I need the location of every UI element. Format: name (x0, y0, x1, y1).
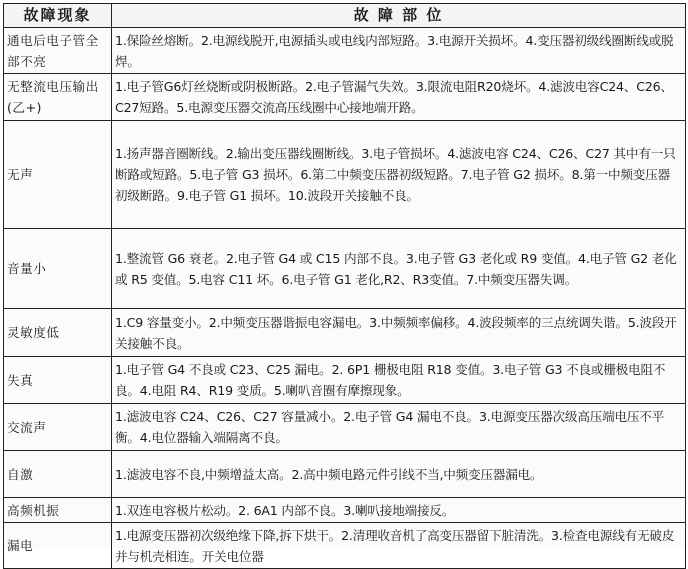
location-cell: 1.保险丝熔断。2.电源线脱开,电源插头或电线内部短路。3.电源开关损坏。4.变压器初级线圈断线或脱焊。 (112, 28, 686, 74)
fault-table-page (3, 3, 685, 564)
symptom-cell: 无整流电压输出(乙+) (4, 74, 112, 121)
symptom-cell: 漏电 (4, 523, 112, 569)
location-cell: 1.扬声器音圈断线。2.输出变压器线圈断线。3.电子管损坏。4.滤波电容 C24、C26、C27 其中有一只断路或短路。5.电子管 G3 损坏。6.第二中频变压器初级短路。7.电子管 G2 损坏。8.第一中频变压器初级断路。9.电子管 G1 损坏。10.波段开关接触不良。 (112, 121, 686, 229)
header-row (4, 4, 686, 28)
table-row (4, 357, 686, 404)
symptom-cell: 交流声 (4, 404, 112, 451)
location-cell: 1.电子管 G4 不良或 C23、C25 漏电。2. 6P1 栅极电阻 R18 变值。3.电子管 G3 不良或栅极电阻不良。4.电阻 R4、R19 变质。5.喇叭音圈有摩擦现象。 (112, 357, 686, 404)
table-row (4, 121, 686, 229)
symptom-cell: 通电后电子管全部不亮 (4, 28, 112, 74)
table-row (4, 28, 686, 74)
symptom-cell: 失真 (4, 357, 112, 404)
location-cell: 1.整流管 G6 衰老。2.电子管 G4 或 C15 内部不良。3.电子管 G3 老化或 R9 变值。4.电子管 G2 老化或 R5 变值。5.电容 C11 坏。6.电子管 G1 老化,R2、R3变值。7.中频变压器失调。 (112, 229, 686, 309)
fault-table (3, 3, 686, 569)
symptom-cell: 无声 (4, 121, 112, 229)
header-location: 故 障 部 位 (112, 4, 686, 28)
symptom-cell: 音量小 (4, 229, 112, 309)
location-cell: 1.电源变压器初次级绝缘下降,拆下烘干。2.清理收音机了高变压器留下脏清洗。3.检查电源线有无破皮并与机壳相连。开关电位器 (112, 523, 686, 569)
location-cell: 1.双连电容极片松动。2. 6A1 内部不良。3.喇叭接地端接反。 (112, 498, 686, 523)
symptom-cell: 高频机振 (4, 498, 112, 523)
symptom-cell: 灵敏度低 (4, 309, 112, 357)
table-row (4, 229, 686, 309)
location-cell: 1.滤波电容不良,中频增益太高。2.高中频电路元件引线不当,中频变压器漏电。 (112, 451, 686, 498)
table-row (4, 404, 686, 451)
header-symptom: 故障现象 (4, 4, 112, 28)
table-row (4, 309, 686, 357)
location-cell: 1.电子管G6灯丝烧断或阴极断路。2.电子管漏气失效。3.限流电阻R20烧坏。4.滤波电容C24、C26、C27短路。5.电源变压器交流高压线圈中心接地端开路。 (112, 74, 686, 121)
symptom-cell: 自激 (4, 451, 112, 498)
table-row (4, 498, 686, 523)
location-cell: 1.滤波电容 C24、C26、C27 容量减小。2.电子管 G4 漏电不良。3.电源变压器次级高压端电压不平衡。4.电位器输入端隔离不良。 (112, 404, 686, 451)
table-row (4, 523, 686, 569)
table-row (4, 74, 686, 121)
location-cell: 1.C9 容量变小。2.中频变压器谐振电容漏电。3.中频频率偏移。4.波段频率的三点统调失谐。5.波段开关接触不良。 (112, 309, 686, 357)
table-row (4, 451, 686, 498)
